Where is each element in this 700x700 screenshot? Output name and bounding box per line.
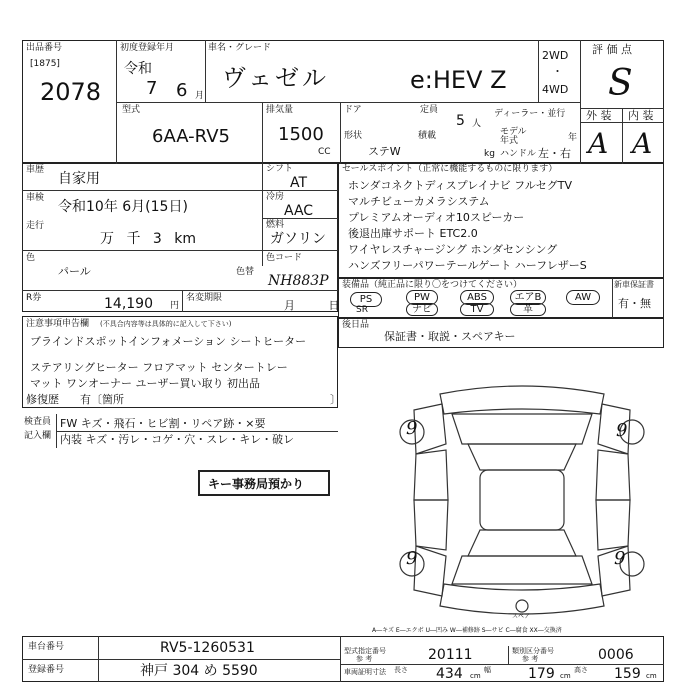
- capacity: 5: [456, 113, 465, 129]
- ac: AAC: [284, 203, 314, 219]
- mileage-label: 走行: [26, 221, 45, 231]
- height-label: 高さ: [574, 666, 588, 674]
- usage: 自家用: [58, 171, 100, 187]
- equip-ps: PS: [350, 292, 382, 307]
- class-no: 0006: [598, 647, 634, 663]
- notes-sub: (不具合内容等は具体的に記入して下さい): [100, 320, 232, 328]
- sales-line: ワイヤレスチャージング ホンダセンシング: [348, 243, 558, 256]
- note-line: マット ワンオーナー ユーザー買い取り 初出品: [30, 377, 261, 390]
- model-label: 型式: [122, 105, 141, 115]
- shape-label: 形状: [344, 131, 363, 141]
- door-label: ドア: [344, 105, 362, 115]
- size-label: 車両証明寸法: [344, 668, 386, 676]
- equip-airbag: エアB: [510, 290, 546, 305]
- dealer-label: ディーラー・並行: [494, 109, 566, 119]
- equip-tv: TV: [460, 303, 494, 316]
- type-spec-label: 型式指定番号: [344, 647, 386, 655]
- cc-unit: CC: [318, 147, 331, 157]
- yen-unit: 円: [170, 301, 180, 311]
- length-label: 長さ: [394, 666, 408, 674]
- equip-abs: ABS: [460, 290, 494, 305]
- inspector-interior: 内装 キズ・汚レ・コゲ・穴・スレ・キレ・破レ: [60, 433, 295, 446]
- color: パール: [58, 265, 91, 278]
- first-reg-label: 初度登録年月: [120, 43, 175, 53]
- displacement: 1500: [278, 124, 324, 145]
- height: 159: [614, 666, 641, 682]
- score-label: 評 価 点: [592, 43, 632, 56]
- cm-unit: cm: [646, 672, 657, 680]
- sales-line: マルチビューカメラシステム: [348, 195, 490, 208]
- displacement-label: 排気量: [266, 105, 294, 115]
- equip-navi: ナビ: [406, 303, 438, 316]
- damage-mark: 9: [616, 420, 628, 441]
- year-unit: 年: [568, 133, 578, 143]
- length: 434: [436, 666, 463, 682]
- chassis-label: 車台番号: [28, 642, 65, 652]
- equip-sr: SR: [356, 305, 368, 315]
- damage-legend: A―キズ E―エクボ U―凹み W―補修跡 S―サビ C―腐食 XX―交換済: [372, 627, 562, 634]
- equip-leather: 革: [510, 303, 546, 316]
- reg-no-label: 登録番号: [28, 665, 65, 675]
- month-unit: 月: [195, 91, 205, 101]
- inspector-fw: FW キズ・飛石・ヒビ割・リペア跡・×要: [60, 417, 266, 430]
- person-unit: 人: [472, 119, 482, 129]
- damage-mark: 9: [406, 548, 418, 569]
- model: 6AA-RV5: [152, 126, 230, 147]
- handle-label: ハンドル: [500, 149, 537, 159]
- fuel: ガソリン: [270, 231, 326, 247]
- recycle: 14,190: [104, 296, 153, 312]
- width: 179: [528, 666, 555, 682]
- inspection: 令和10年 6月(15日): [58, 199, 188, 215]
- capacity-label: 定員: [420, 105, 439, 115]
- int-score: A: [632, 127, 653, 160]
- inspector-label-2: 記入欄: [24, 431, 52, 441]
- recycle-label: R券: [26, 293, 42, 303]
- sales-lines: [348, 180, 587, 276]
- int-label: 内 装: [628, 109, 654, 122]
- warranty-label: 新車保証書: [614, 280, 654, 289]
- car-name: ヴェゼル: [222, 64, 330, 92]
- lot-sub: [1875]: [30, 59, 60, 69]
- shift: AT: [290, 175, 308, 191]
- fuel-label: 燃料: [266, 220, 285, 230]
- handle: 左・右: [538, 147, 571, 160]
- color-change-label: 色替: [236, 267, 255, 277]
- inspection-label: 車検: [26, 193, 45, 203]
- color-code-label: 色コード: [266, 253, 303, 263]
- equip-aw: AW: [566, 290, 600, 305]
- score: S: [608, 63, 633, 104]
- lot-number: 2078: [40, 78, 102, 106]
- color-code: NH883P: [268, 273, 329, 289]
- note-line: ステアリングヒーター フロアマット センタートレー: [30, 361, 288, 374]
- mileage: 万 千 3 km: [100, 231, 197, 247]
- kg-unit: kg: [484, 149, 495, 159]
- month-day: 月 日: [284, 299, 340, 312]
- warranty: 有・無: [618, 297, 651, 310]
- shift-label: シフト: [266, 164, 294, 174]
- grade: e:HEV Z: [410, 66, 507, 94]
- class-label: 類別区分番号: [512, 647, 554, 655]
- type-spec: 20111: [428, 647, 473, 663]
- drive-dot: ・: [552, 65, 563, 78]
- ext-score: A: [588, 127, 609, 160]
- drive-4wd: 4WD: [542, 83, 569, 96]
- inspector-label: 検査員: [24, 417, 52, 427]
- cm-unit: cm: [560, 672, 571, 680]
- ac-label: 冷房: [266, 192, 285, 202]
- ext-label: 外 装: [586, 109, 612, 122]
- repair-close: 〕: [330, 393, 341, 406]
- equip-pw: PW: [406, 290, 438, 305]
- repair-value: 有〔箇所: [80, 393, 124, 406]
- damage-mark: 9: [614, 548, 626, 569]
- repair-label: 修復歴: [26, 393, 59, 406]
- sales-line: プレミアムオーディオ10スピーカー: [348, 211, 525, 224]
- ref-label: 参 考: [356, 655, 373, 663]
- key-stamp-text: キー事務局預かり: [208, 477, 305, 491]
- sales-line: ホンダコネクトディスプレイナビ フルセグTV: [348, 179, 572, 192]
- after-label: 後日品: [342, 320, 370, 330]
- chassis: RV5-1260531: [160, 640, 255, 656]
- usage-label: 車歴: [26, 165, 45, 175]
- equipment-label: 装備品（純正品に限り〇をつけてください）: [342, 280, 523, 290]
- ref-label: 参 考: [522, 655, 539, 663]
- reg-no: 神戸 304 め 5590: [140, 663, 258, 679]
- model-year-label: モデル年式: [500, 127, 527, 146]
- sales-label: セールスポイント（正常に機能するものに限ります）: [342, 164, 558, 174]
- drive-2wd: 2WD: [542, 49, 569, 62]
- load-label: 積載: [418, 131, 437, 141]
- sales-line: 後退出庫サポート ETC2.0: [348, 227, 478, 240]
- notes-label: 注意事項申告欄: [26, 319, 90, 329]
- color-label: 色: [26, 253, 36, 263]
- era: 令和: [124, 61, 152, 77]
- note-line: ブラインドスポットインフォメーション シートヒーター: [30, 335, 307, 348]
- after-value: 保証書・取説・スペアキー: [384, 330, 516, 343]
- car-diagram: [386, 374, 658, 626]
- cm-unit: cm: [470, 672, 481, 680]
- reg-year: 7: [146, 78, 158, 99]
- key-stamp: [198, 470, 330, 496]
- damage-mark: 9: [406, 418, 418, 439]
- width-label: 幅: [484, 666, 491, 674]
- shape: ステW: [368, 145, 401, 158]
- spare-label: スペア: [512, 613, 531, 620]
- name-label: 車名・グレード: [208, 43, 272, 53]
- sales-line: ハンズフリーパワーテールゲート ハーフレザーS: [348, 259, 587, 272]
- lot-label: 出品番号: [26, 43, 63, 53]
- reg-month: 6: [176, 80, 188, 101]
- name-change-label: 名変期限: [186, 293, 223, 303]
